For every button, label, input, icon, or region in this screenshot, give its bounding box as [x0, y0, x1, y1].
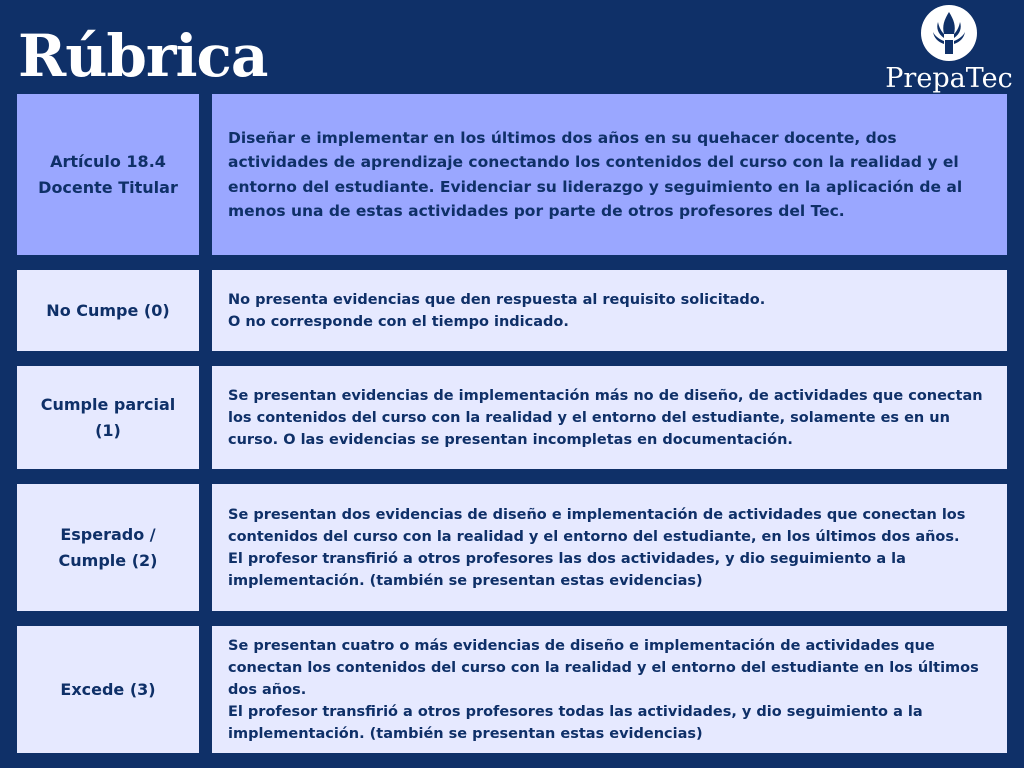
level-label-excede: [17, 626, 199, 753]
level-label: Cumple parcial (1): [40, 394, 176, 440]
level-description-no-cumple: [212, 270, 1007, 351]
page-title: Rúbrica: [18, 22, 268, 90]
level-label-no-cumple: [17, 270, 199, 351]
level-description: Se presentan cuatro o más evidencias de diseño e implementación de actividades que conectan los contenidos del curso con la realidad y el entorno del estudiante en los últimos dos años. El profesor transfirió a otros profesores todas las actividades, y dio seguimiento a la implementación. (también se presentan estas evidencias): [228, 637, 979, 742]
logo-text: PrepaTec: [885, 63, 1013, 94]
level-label: Esperado / Cumple (2): [58, 524, 158, 570]
level-description-cumple-parcial: [212, 366, 1007, 469]
level-label-cumple-parcial: [17, 366, 199, 469]
level-description-excede: [212, 626, 1007, 753]
level-description-esperado: [212, 484, 1007, 611]
level-label-esperado: [17, 484, 199, 611]
level-description: Se presentan dos evidencias de diseño e implementación de actividades que conectan los contenidos del curso con la realidad y el entorno del estudiante, en los últimos dos años. El profesor transfirió a otros profesores las dos actividades, y dio seguimiento a la implementación. (también se presentan estas evidencias): [228, 506, 966, 589]
level-label: Excede (3): [60, 679, 156, 699]
level-label: No Cumpe (0): [46, 300, 170, 320]
level-description: Se presentan evidencias de implementación más no de diseño, de actividades que conectan los contenidos del curso con la realidad y el entorno del estudiante, solamente es en un curso. O las evidencias se presentan incompletas en documentación.: [228, 387, 983, 448]
level-description: No presenta evidencias que den respuesta al requisito solicitado. O no corresponde con el tiempo indicado.: [228, 291, 766, 330]
article-label: Artículo 18.4 Docente Titular: [38, 151, 178, 197]
article-description: Diseñar e implementar en los últimos dos años en su quehacer docente, dos actividades de aprendizaje conectando los contenidos del curso con la realidad y el entorno del estudiante. Evidenciar su liderazgo y seguimiento en la aplicación de al menos una de estas actividades por parte de otros profesores del Tec.: [228, 128, 963, 220]
prepatec-logo: [882, 4, 1016, 96]
header-description-cell: [212, 94, 1007, 255]
header-label-cell: [17, 94, 199, 255]
torch-logo-icon: [920, 4, 978, 62]
